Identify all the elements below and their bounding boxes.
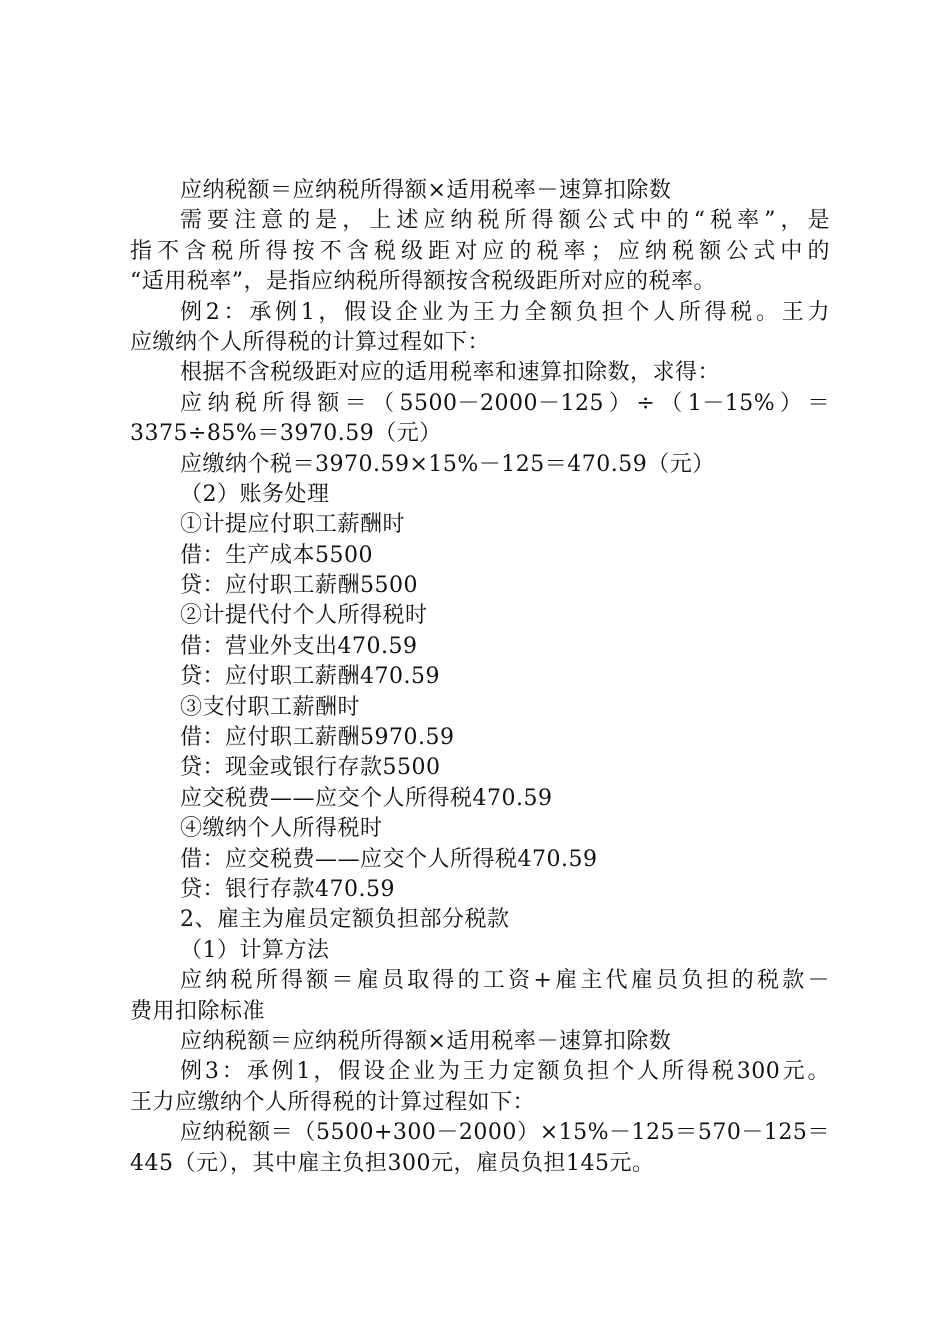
text-line: （2）账务处理	[180, 481, 330, 507]
text-line: 例2：承例1，假设企业为王力全额负担个人所得税。王力	[180, 299, 830, 325]
text-line: 应纳税所得额＝（5500－2000－125）÷（1－15%）＝	[180, 390, 830, 416]
text-line: 445（元），其中雇主负担300元，雇员负担145元。	[130, 1150, 655, 1176]
text-line: 应缴纳个人所得税的计算过程如下：	[130, 329, 491, 355]
text-line: 贷：应付职工薪酬5500	[180, 573, 418, 599]
text-line: 应纳税额＝应纳税所得额×适用税率－速算扣除数	[180, 178, 672, 203]
text-line: ④缴纳个人所得税时	[180, 816, 383, 842]
text-line: 借：应交税费——应交个人所得税470.59	[180, 846, 598, 872]
text-line: ②计提代付个人所得税时	[180, 603, 428, 629]
text-line: 3375÷85%＝3970.59（元）	[130, 421, 442, 447]
text-line: 应纳税额＝应纳税所得额×适用税率－速算扣除数	[180, 1028, 672, 1054]
text-line: 费用扣除标准	[130, 998, 266, 1024]
text-line: 应纳税额＝（5500+300－2000）×15%－125＝570－125＝	[180, 1120, 830, 1146]
text-line: 王力应缴纳个人所得税的计算过程如下：	[130, 1089, 536, 1115]
text-line: 指不含税所得按不含税级距对应的税率；应纳税额公式中的	[130, 238, 830, 264]
text-line: 应缴纳个税＝3970.59×15%－125＝470.59（元）	[180, 451, 715, 477]
text-line: 应交税费——应交个人所得税470.59	[180, 785, 553, 811]
text-line: 借：营业外支出470.59	[180, 633, 418, 659]
text-line: ③支付职工薪酬时	[180, 694, 361, 720]
text-line: 根据不含税级距对应的适用税率和速算扣除数，求得：	[180, 360, 721, 386]
text-line: 应纳税所得额＝雇员取得的工资+雇主代雇员负担的税款－	[180, 968, 830, 994]
text-line: 贷：现金或银行存款5500	[180, 755, 441, 781]
document-page	[130, 176, 830, 1179]
text-line: 例3：承例1，假设企业为王力定额负担个人所得税300元。	[180, 1059, 830, 1085]
text-line: 2、雇主为雇员定额负担部分税款	[180, 907, 510, 933]
text-line: “适用税率”，是指应纳税所得额按含税级距所对应的税率。	[130, 269, 716, 295]
text-line: 贷：银行存款470.59	[180, 876, 395, 902]
text-line: （1）计算方法	[180, 937, 330, 963]
text-line: 需要注意的是，上述应纳税所得额公式中的“税率”，是	[180, 208, 830, 234]
text-line: ①计提应付职工薪酬时	[180, 512, 406, 538]
text-line: 贷：应付职工薪酬470.59	[180, 664, 440, 690]
text-line: 借：应付职工薪酬5970.59	[180, 725, 455, 751]
text-line: 借：生产成本5500	[180, 542, 373, 568]
